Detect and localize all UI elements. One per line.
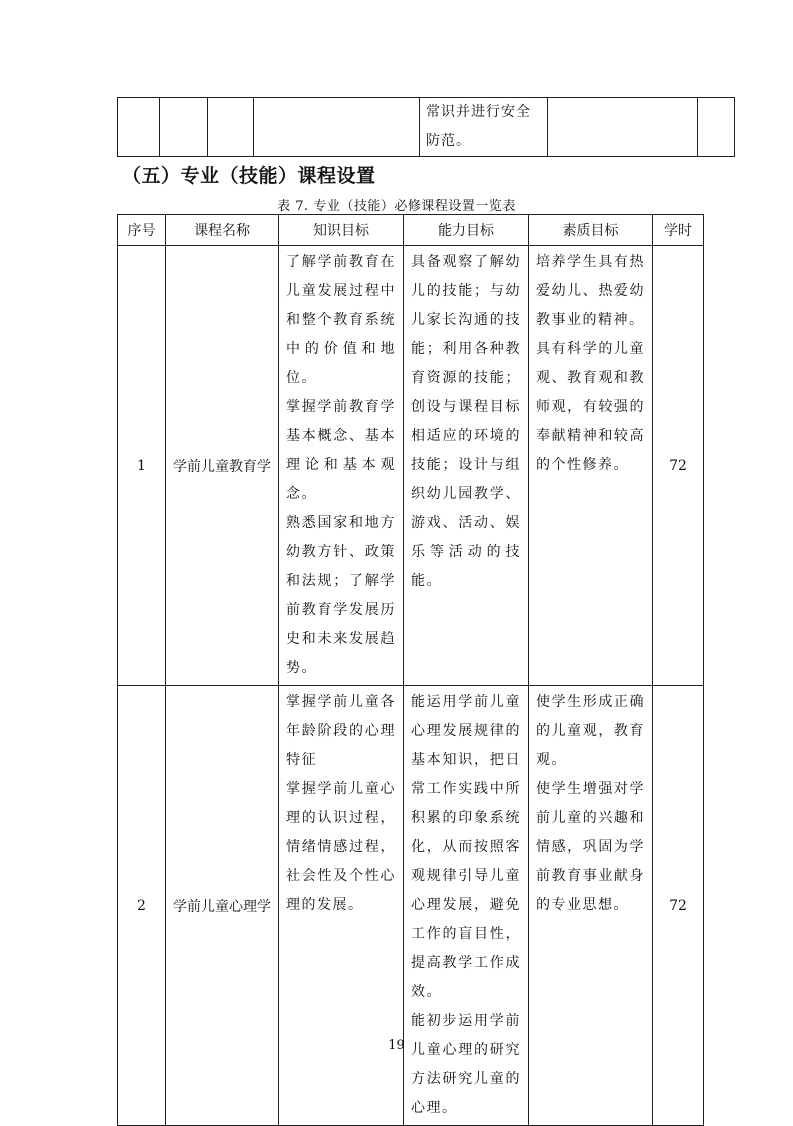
table-row bbox=[118, 686, 704, 1126]
course-name: 学前儿童教育学 bbox=[166, 246, 279, 686]
course-hours: 72 bbox=[653, 246, 704, 686]
ability-goal bbox=[404, 686, 529, 1126]
paragraph: 掌握学前教育学基本概念、基本理论和基本观念。 bbox=[286, 399, 396, 502]
row-number: 1 bbox=[118, 246, 166, 686]
prev-cell bbox=[160, 98, 208, 157]
previous-table-continuation bbox=[117, 97, 735, 157]
prev-cell-text: 常识并进行安全防范。 bbox=[420, 98, 548, 157]
page-number: 19 bbox=[388, 1038, 405, 1053]
row-number: 2 bbox=[118, 686, 166, 1126]
paragraph: 掌握学前儿童心理的认识过程，情绪情感过程，社会性及个性心理的发展。 bbox=[286, 781, 396, 913]
header-cell: 知识目标 bbox=[279, 215, 404, 246]
knowledge-goal bbox=[279, 686, 404, 1126]
course-table bbox=[117, 214, 704, 1126]
prev-cell bbox=[208, 98, 254, 157]
paragraph: 能运用学前儿童心理发展规律的基本知识，把日常工作实践中所积累的印象系统化，从而按照客观规律引导儿童心理发展，避免工作的盲目性，提高教学工作成效。 bbox=[411, 694, 521, 1000]
header-cell: 学时 bbox=[653, 215, 704, 246]
paragraph: 具有科学的儿童观、教育观和教师观，有较强的奉献精神和较高的个性修养。 bbox=[536, 341, 645, 473]
paragraph: 掌握学前儿童各年龄阶段的心理特征 bbox=[286, 694, 396, 768]
quality-goal bbox=[529, 246, 653, 686]
quality-goal bbox=[529, 686, 653, 1126]
prev-cell bbox=[254, 98, 420, 157]
ability-goal bbox=[404, 246, 529, 686]
section-title: （五）专业（技能）课程设置 bbox=[122, 165, 376, 187]
paragraph: 培养学生具有热爱幼儿、热爱幼教事业的精神。 bbox=[536, 254, 645, 328]
prev-cell bbox=[548, 98, 698, 157]
table-caption: 表 7. 专业（技能）必修课程设置一览表 bbox=[277, 199, 516, 214]
paragraph: 使学生增强对学前儿童的兴趣和情感，巩固为学前教育事业献身的专业思想。 bbox=[536, 781, 645, 913]
paragraph: 了解学前教育在儿童发展过程中和整个教育系统中的价值和地位。 bbox=[286, 254, 396, 386]
header-cell: 素质目标 bbox=[529, 215, 653, 246]
course-hours: 72 bbox=[653, 686, 704, 1126]
header-cell: 序号 bbox=[118, 215, 166, 246]
table-row bbox=[118, 246, 704, 686]
paragraph: 具备观察了解幼儿的技能；与幼儿家长沟通的技能；利用各种教育资源的技能；创设与课程目标相适应的环境的技能；设计与组织幼儿园教学、游戏、活动、娱乐等活动的技能。 bbox=[411, 254, 521, 589]
prev-cell bbox=[118, 98, 160, 157]
course-name: 学前儿童心理学 bbox=[166, 686, 279, 1126]
header-cell: 能力目标 bbox=[404, 215, 529, 246]
paragraph: 能初步运用学前儿童心理的研究方法研究儿童的心理。 bbox=[411, 1013, 521, 1116]
prev-cell bbox=[698, 98, 735, 157]
paragraph: 熟悉国家和地方幼教方针、政策和法规；了解学前教育学发展历史和未来发展趋势。 bbox=[286, 515, 396, 676]
header-cell: 课程名称 bbox=[166, 215, 279, 246]
knowledge-goal bbox=[279, 246, 404, 686]
paragraph: 使学生形成正确的儿童观，教育观。 bbox=[536, 694, 645, 768]
table-header-row bbox=[118, 215, 704, 246]
